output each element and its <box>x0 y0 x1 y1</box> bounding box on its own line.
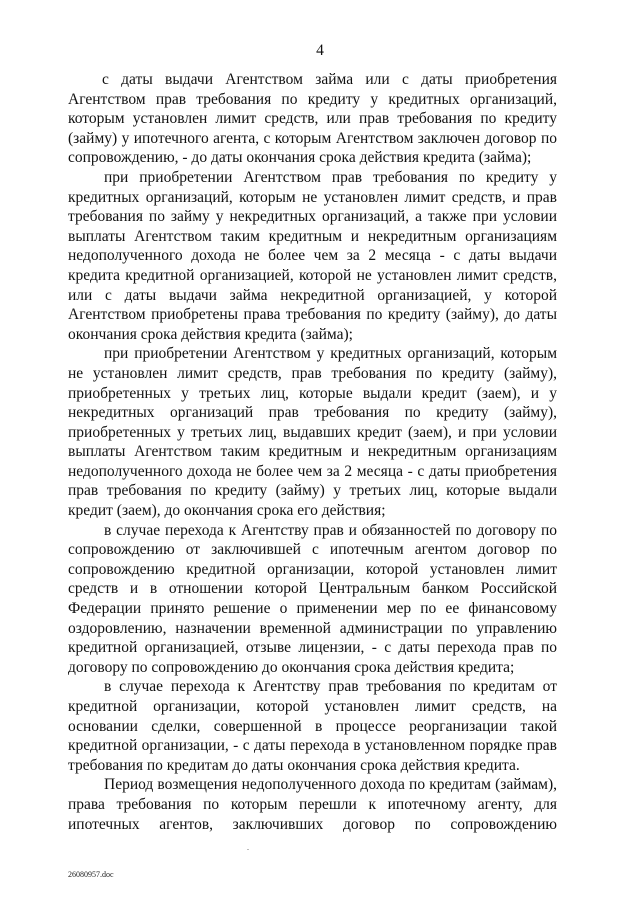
document-body <box>68 70 557 834</box>
paragraph-credit-rights-no-limit: при приобретении Агентством прав требования по кредиту у кредитных организаций, которым не установлен лимит средств, и прав требования по займу у некредитных организаций, а также при условии выплаты Агентством таким кредитным и некредитным организациям недополученного дохода не более чем за 2 месяца - с даты выдачи кредита кредитной организацией, которой не установлен лимит средств, или с даты выдачи займа некредитной организацией, у которой Агентством приобретены права требования по кредиту (займу), до даты окончания срока действия кредита (займа); <box>68 168 557 343</box>
page-number: 4 <box>316 42 324 59</box>
document-filename: 26080957.doc <box>68 870 114 879</box>
paragraph-third-party-rights: при приобретении Агентством у кредитных организаций, которым не установлен лимит средств, прав требования по кредиту (займу), приобретенных у третьих лиц, которые выдали кредит (заем), и у некредитных организаций прав требования по кредиту (займу), приобретенных у третьих лиц, выдавших кредит (заем), и при условии выплаты Агентством таким кредитным и некредитным организациям недополученного дохода не более чем за 2 месяца - с даты приобретения прав требования по кредиту (займу) у третьих лиц, которые выдали кредит (заем), до окончания срока его действия; <box>68 345 557 520</box>
paragraph-loan-issue-date: с даты выдачи Агентством займа или с даты приобретения Агентством прав требования по кредиту у кредитных организаций, которым установлен лимит средств, или прав требования по кредиту (займу) у ипотечного агента, с которым Агентством заключен договор по сопровождению, - до даты окончания срока действия кредита (займа); <box>68 71 557 167</box>
scan-artifact <box>247 849 249 850</box>
paragraph-reorganization-transfer: в случае перехода к Агентству прав требования по кредитам от кредитной организации, которой установлен лимит средств, на основании сделки, совершенной в процессе реорганизации такой кредитной организации, - с даты перехода в установленном порядке прав требования по кредитам до даты окончания срока действия кредита. <box>68 678 557 774</box>
paragraph-compensation-period: Период возмещения недополученного дохода по кредитам (займам), права требования по которым перешли к ипотечному агенту, для ипотечных агентов, заключивших договор по сопровождению <box>68 776 557 833</box>
paragraph-support-agreement-transfer: в случае перехода к Агентству прав и обязанностей по договору по сопровождению от заключившей с ипотечным агентом договор по сопровождению кредитной организации, которой установлен лимит средств и в отношении которой Центральным банком Российской Федерации принято решение о применении мер по ее финансовому оздоровлению, назначении временной администрации по управлению кредитной организацией, отзыве лицензии, - с даты перехода прав по договору по сопровождению до окончания срока действия кредита; <box>68 521 557 676</box>
